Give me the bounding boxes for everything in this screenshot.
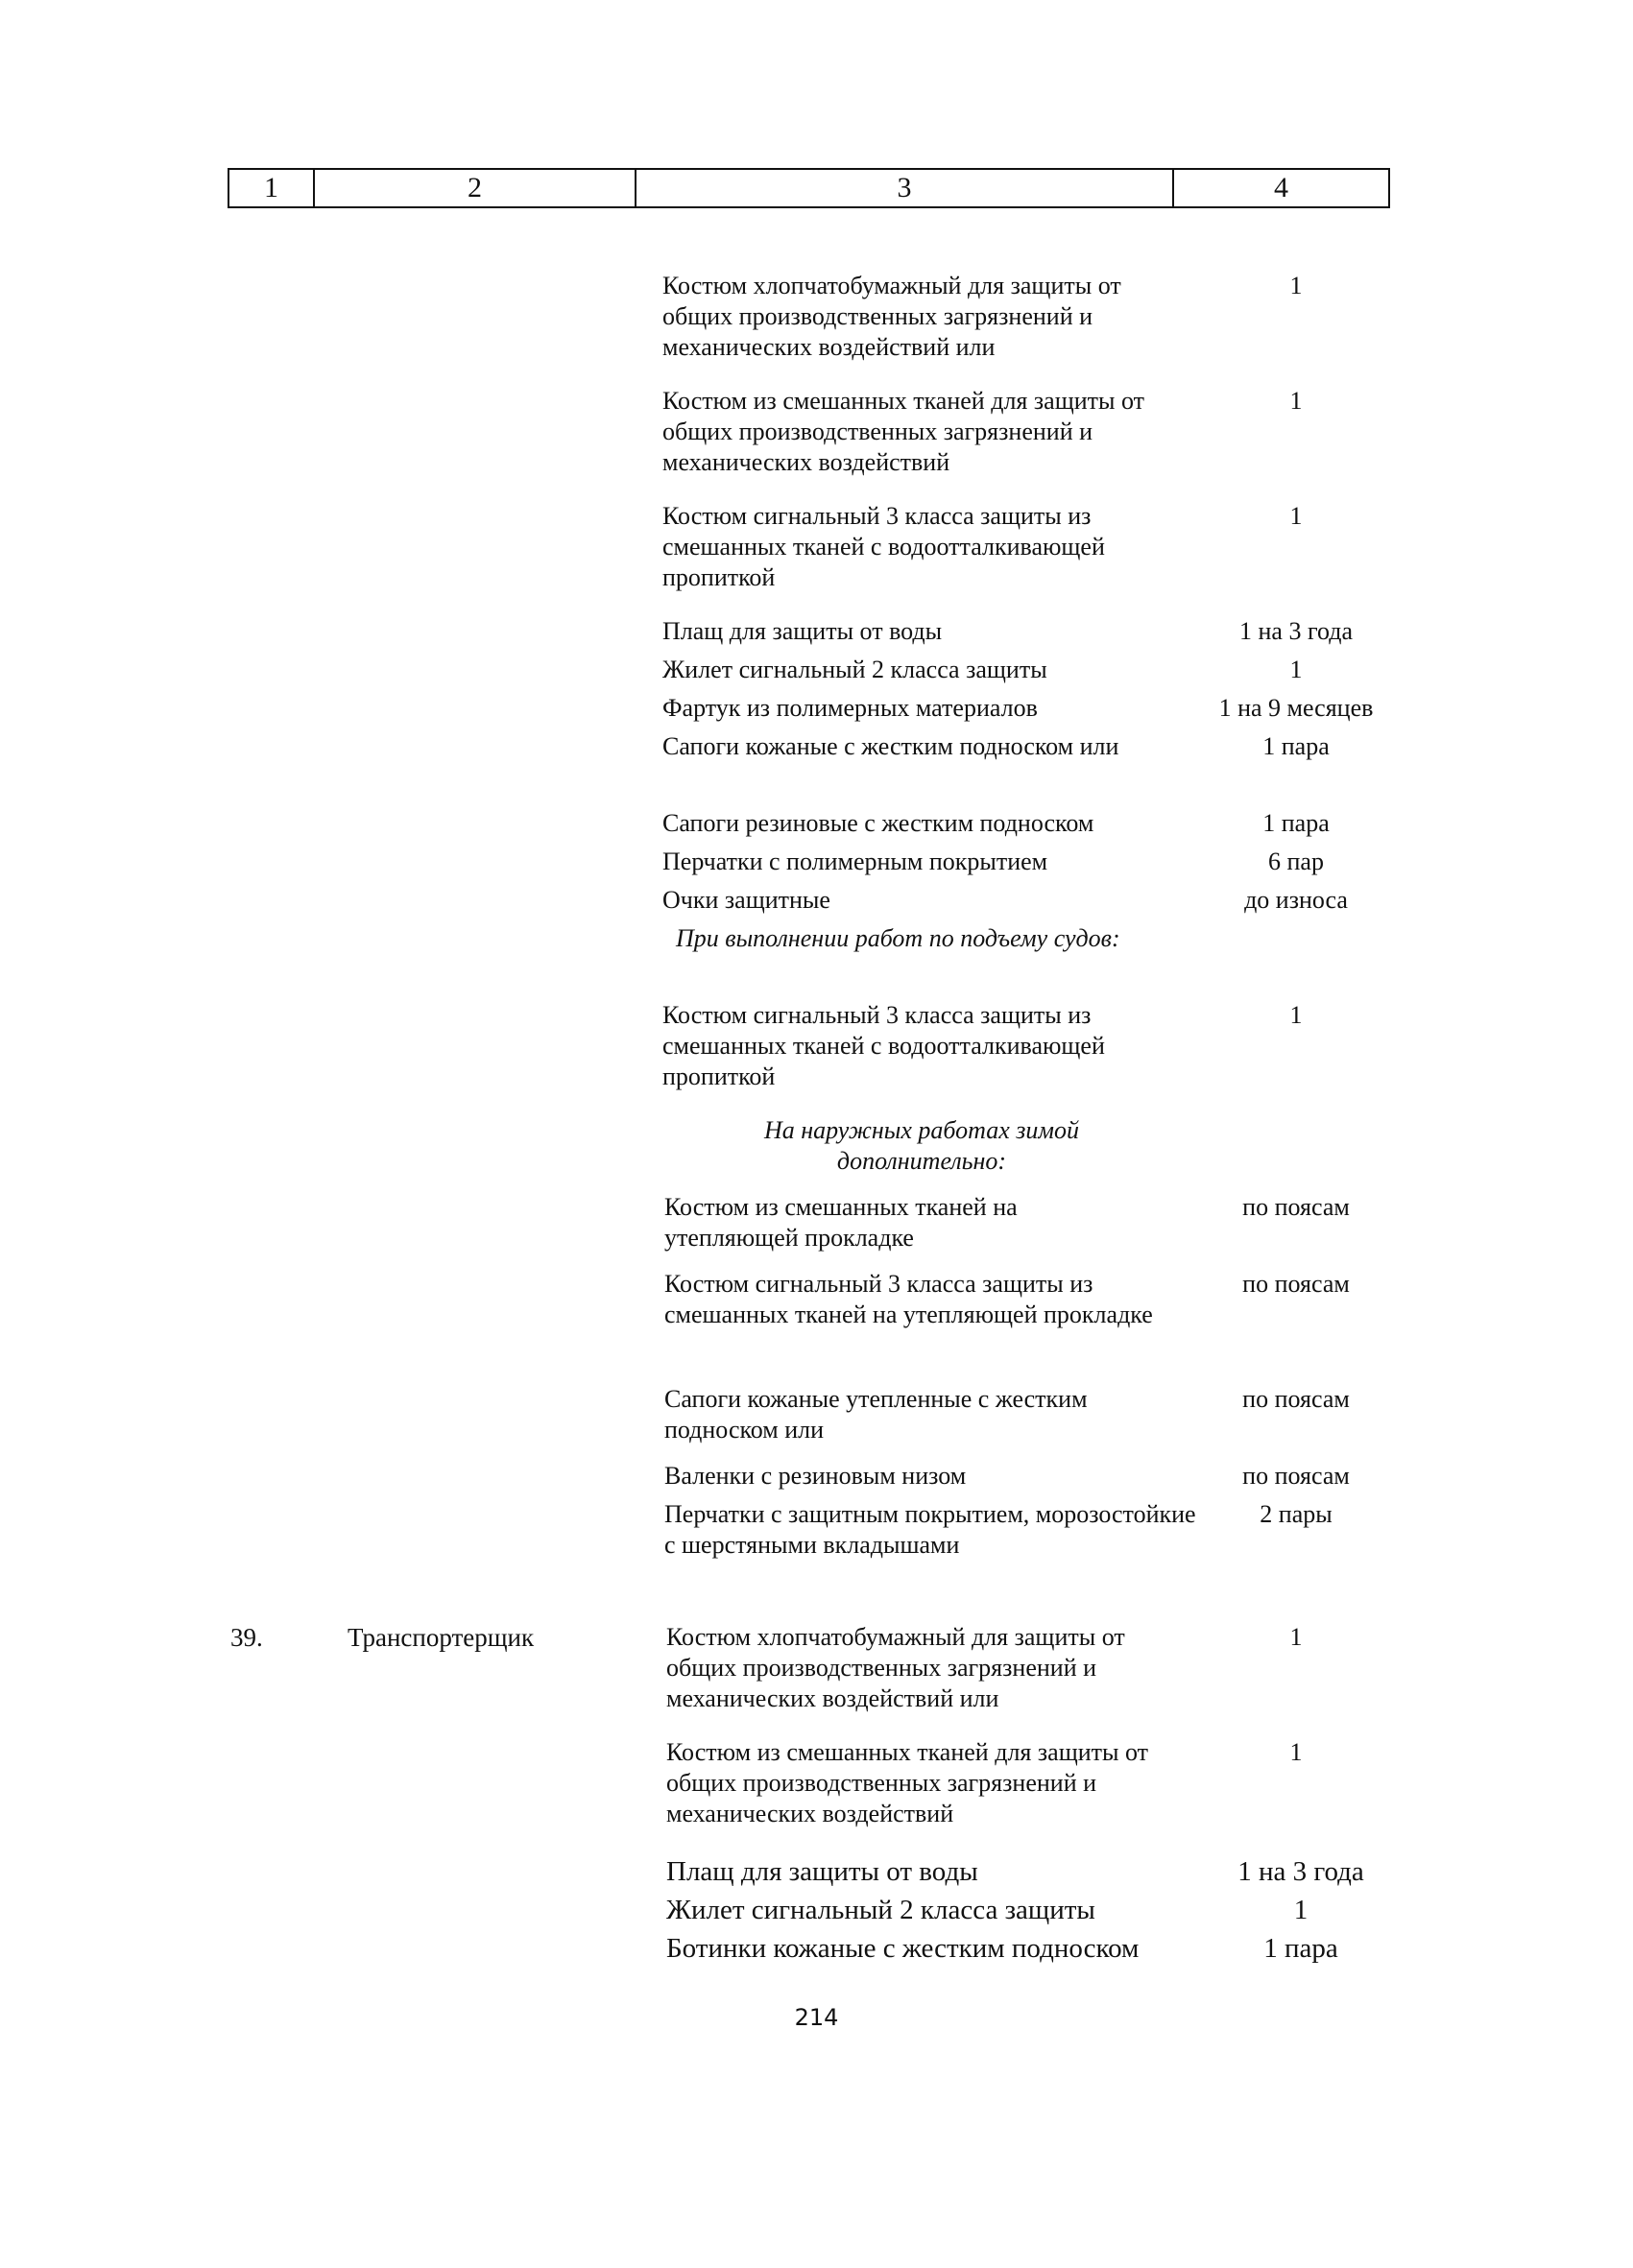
header-col-1: 1 — [229, 170, 315, 206]
item-text: Костюм хлопчатобумажный для защиты от общих производственных загрязнений и механических воздействий или — [666, 1623, 1125, 1712]
norm-text: 1 — [1289, 502, 1303, 530]
section-note-lifting: При выполнении работ по подъему судов: — [676, 924, 1120, 952]
item-text: Жилет сигнальный 2 класса защиты — [662, 656, 1047, 683]
header-col-2: 2 — [315, 170, 636, 206]
header-col-3: 3 — [636, 170, 1174, 206]
norm-text: 1 — [1289, 387, 1303, 415]
norm-text: по поясам — [1242, 1462, 1350, 1490]
norm-text: 1 на 3 года — [1239, 617, 1353, 645]
profession-name: Транспортерщик — [348, 1623, 535, 1652]
item-text: Фартук из полимерных материалов — [662, 694, 1038, 722]
norm-text: 1 — [1289, 1738, 1303, 1766]
entry-number: 39. — [230, 1623, 263, 1652]
norm-text: 2 пары — [1260, 1500, 1333, 1528]
norm-text: по поясам — [1242, 1193, 1350, 1221]
item-text: Костюм сигнальный 3 класса защиты из смешанных тканей с водоотталкивающей пропиткой — [662, 1001, 1105, 1090]
norm-text: 1 пара — [1262, 809, 1330, 837]
item-text: Валенки с резиновым низом — [664, 1462, 967, 1490]
norm-text: 1 на 9 месяцев — [1218, 694, 1374, 722]
norm-text: 1 — [1289, 272, 1303, 299]
section-note-winter: На наружных работах зимой дополнительно: — [763, 1116, 1080, 1175]
item-text: Сапоги кожаные утепленные с жестким подноском или — [664, 1385, 1088, 1444]
item-text: Костюм из смешанных тканей для защиты от общих производственных загрязнений и механических воздействий — [662, 387, 1144, 476]
norm-text: 1 пара — [1262, 732, 1330, 760]
item-text: Очки защитные — [662, 886, 830, 914]
norm-text: по поясам — [1242, 1270, 1350, 1298]
header-col-4: 4 — [1274, 172, 1288, 203]
item-text: Плащ для защиты от воды — [662, 617, 943, 645]
norm-text: 1 пара — [1263, 1933, 1338, 1964]
item-text: Жилет сигнальный 2 класса защиты — [666, 1895, 1095, 1925]
norm-text: 1 — [1289, 1001, 1303, 1029]
item-text: Костюм сигнальный 3 класса защиты из смешанных тканей с водоотталкивающей пропиткой — [662, 502, 1105, 591]
item-text: Сапоги кожаные с жестким подноском или — [662, 732, 1119, 760]
norm-text: 1 — [1289, 1623, 1303, 1651]
item-text: Сапоги резиновые с жестким подноском — [662, 809, 1094, 837]
norm-text: по поясам — [1242, 1385, 1350, 1413]
column-number-header — [228, 168, 1390, 208]
norm-text: 1 на 3 года — [1237, 1856, 1364, 1887]
item-text: Костюм из смешанных тканей для защиты от общих производственных загрязнений и механических воздействий — [666, 1738, 1148, 1827]
norm-text: 1 — [1289, 656, 1303, 683]
norm-text: 1 — [1293, 1895, 1309, 1925]
item-text: Перчатки с защитным покрытием, морозостойкие с шерстяными вкладышами — [664, 1500, 1196, 1559]
norm-text: 6 пар — [1268, 848, 1324, 875]
item-text: Костюм хлопчатобумажный для защиты от общих производственных загрязнений и механических воздействий или — [662, 272, 1121, 361]
item-text: Перчатки с полимерным покрытием — [662, 848, 1048, 875]
item-text: Ботинки кожаные с жестким подноском — [666, 1933, 1140, 1964]
item-text: Костюм из смешанных тканей на утепляющей прокладке — [664, 1193, 1018, 1252]
norm-text: до износа — [1244, 886, 1348, 914]
item-text: Плащ для защиты от воды — [666, 1856, 978, 1887]
page-number: 214 — [794, 2004, 839, 2031]
item-text: Костюм сигнальный 3 класса защиты из смешанных тканей на утепляющей прокладке — [664, 1270, 1153, 1328]
